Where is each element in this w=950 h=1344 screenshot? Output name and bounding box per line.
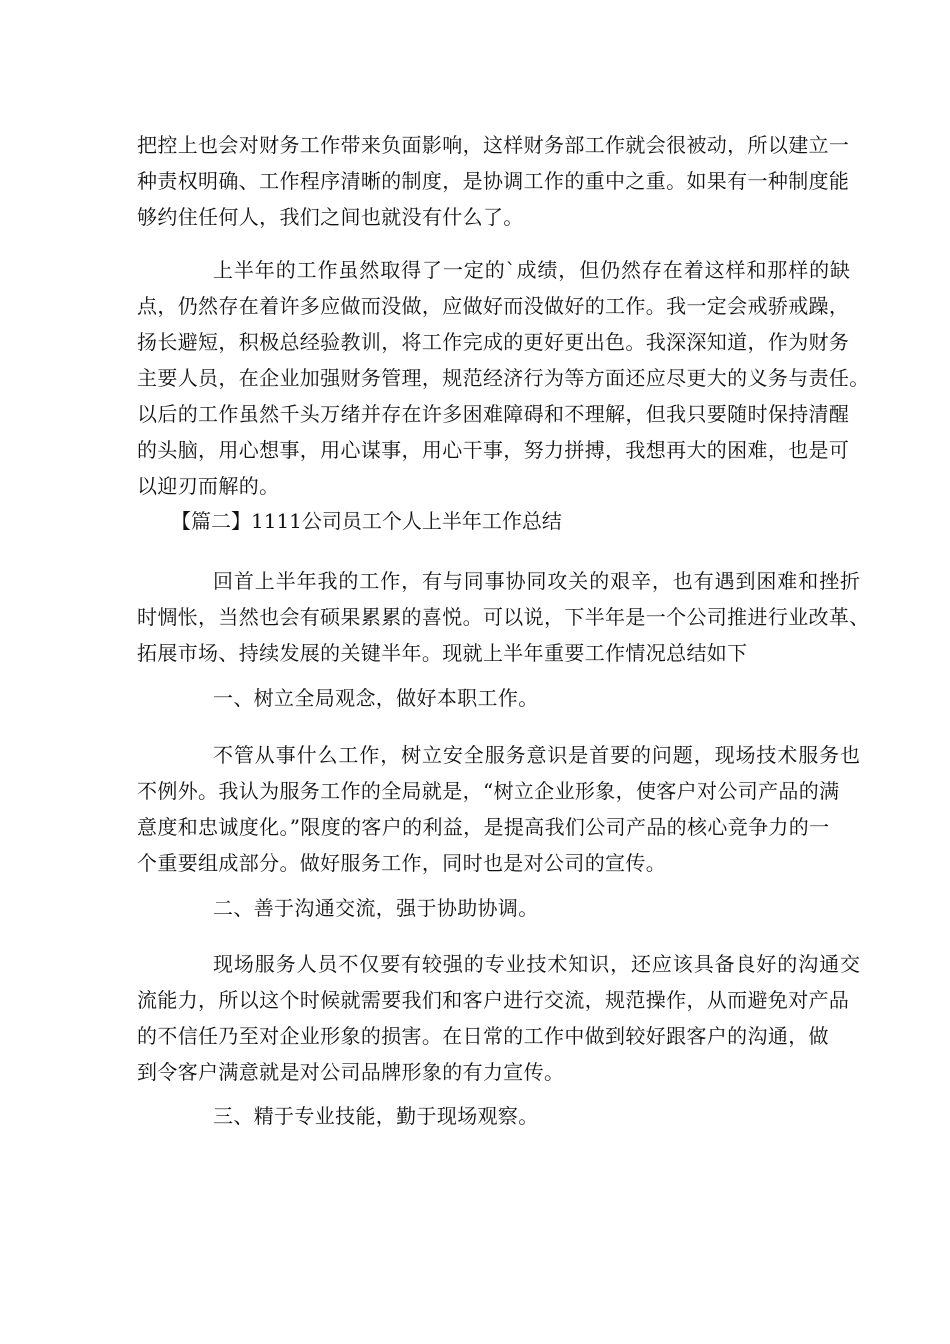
text-line: 扬长避短，积极总经验教训，将工作完成的更好更出色。我深深知道，作为财务 (137, 330, 850, 354)
text-line: 够约住任何人，我们之间也就没有什么了。 (137, 205, 524, 229)
text-line: 回首上半年我的工作，有与同事协同攻关的艰辛，也有遇到困难和挫折 (213, 569, 861, 593)
paragraph-first-half-review (137, 252, 870, 504)
text-line: 以后的工作虽然千头万绪并存在许多困难障碍和不理解，但我只要随时保持清醒 (137, 402, 850, 426)
paragraph-service-awareness (137, 737, 861, 881)
text-line: 主要人员，在企业加强财务管理，规范经济行为等方面还应尽更大的义务与责任。 (137, 366, 870, 390)
text-line: 不例外。我认为服务工作的全局就是，“树立企业形象，使客户对公司产品的满 (137, 779, 840, 803)
text-line: 点，仍然存在着许多应做而没做，应做好而没做好的工作。我一定会戒骄戒躁， (137, 294, 850, 318)
subheading-two (137, 890, 819, 926)
text-line: 个重要组成部分。做好服务工作，同时也是对公司的宣传。 (137, 851, 667, 875)
text-line: 现场服务人员不仅要有较强的专业技术知识，还应该具备良好的沟通交 (213, 952, 861, 976)
paragraph-communication (137, 946, 861, 1090)
text-line: 二、善于沟通交流，强于协助协调。 (213, 896, 539, 920)
section-heading-part-two (137, 503, 819, 539)
subheading-three (137, 1098, 819, 1134)
paragraph-finance-closing (137, 127, 850, 235)
text-line: 流能力，所以这个时候就需要我们和客户进行交流，规范操作，从而避免对产品 (137, 988, 850, 1012)
text-line: 种责权明确、工作程序清晰的制度，是协调工作的重中之重。如果有一种制度能 (137, 169, 850, 193)
text-line: 以迎刃而解的。 (137, 474, 280, 498)
text-line: 【篇二】1111公司员工个人上半年工作总结 (171, 509, 562, 533)
text-line: 把控上也会对财务工作带来负面影响，这样财务部工作就会很被动，所以建立一 (137, 133, 850, 157)
text-line: 的头脑，用心想事，用心谋事，用心干事，努力拼搏，我想再大的困难，也是可 (137, 438, 850, 462)
text-line: 的不信任乃至对企业形象的损害。在日常的工作中做到较好跟客户的沟通，做 (137, 1024, 829, 1048)
subheading-one (137, 680, 819, 716)
text-line: 意度和忠诚度化。”限度的客户的利益，是提高我们公司产品的核心竞争力的一 (137, 815, 830, 839)
text-line: 一、树立全局观念，做好本职工作。 (213, 686, 539, 710)
text-line: 三、精于专业技能，勤于现场观察。 (213, 1104, 539, 1128)
text-line: 不管从事什么工作，树立安全服务意识是首要的问题，现场技术服务也 (213, 743, 861, 767)
text-line: 上半年的工作虽然取得了一定的`成绩，但仍然存在着这样和那样的缺 (213, 258, 851, 282)
paragraph-review-intro (137, 563, 870, 671)
text-line: 时惆怅，当然也会有硕果累累的喜悦。可以说，下半年是一个公司推进行业改革、 (137, 605, 870, 629)
text-line: 到令客户满意就是对公司品牌形象的有力宣传。 (137, 1060, 565, 1084)
text-line: 拓展市场、持续发展的关键半年。现就上半年重要工作情况总结如下 (137, 641, 748, 665)
